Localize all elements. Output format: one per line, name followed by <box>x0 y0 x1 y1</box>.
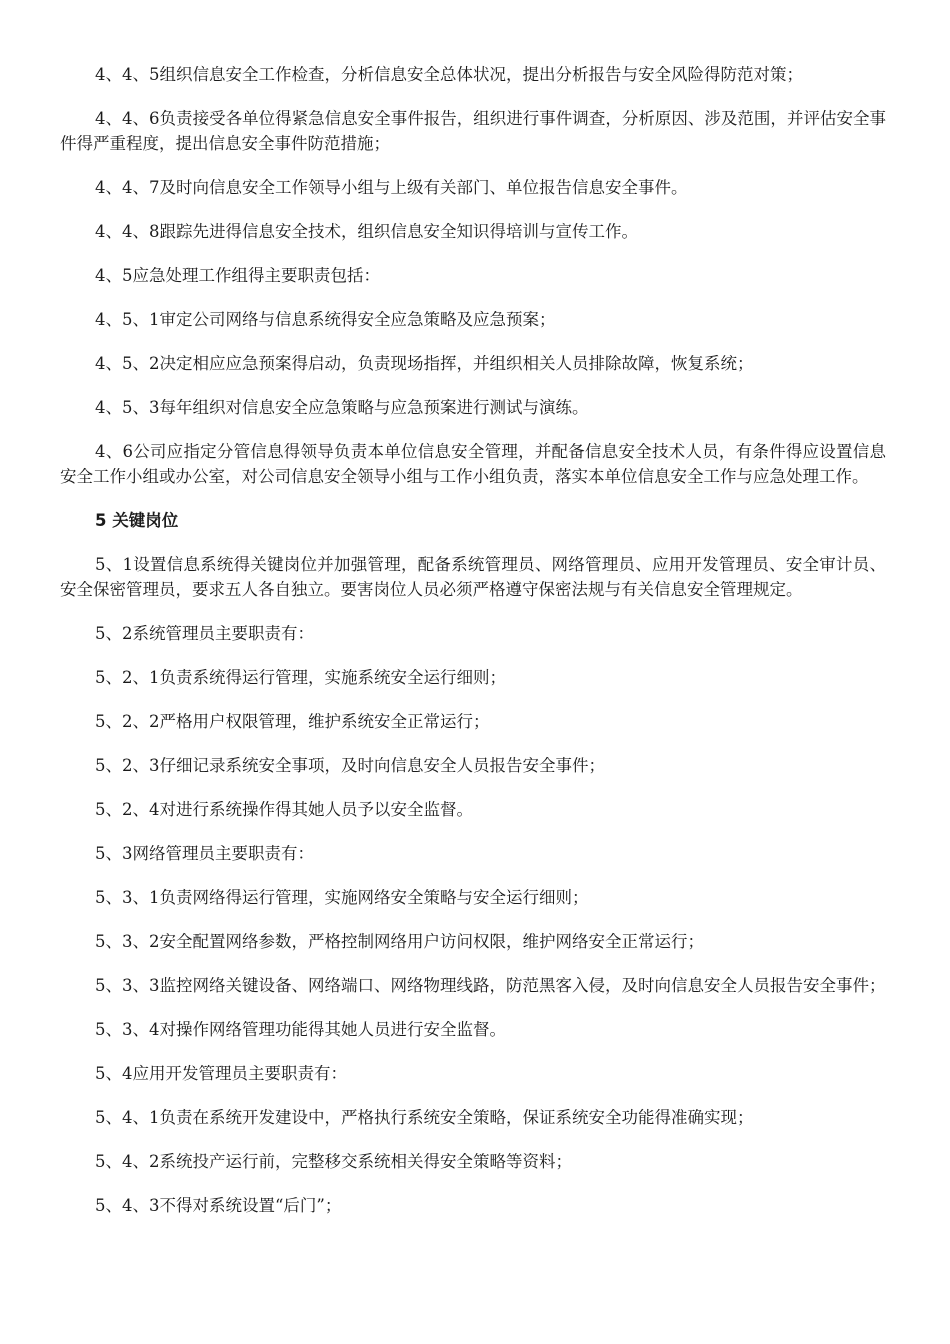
paragraph-5-1: 5、1设置信息系统得关键岗位并加强管理，配备系统管理员、网络管理员、应用开发管理员、安全审计员、安全保密管理员，要求五人各自独立。要害岗位人员必须严格遵守保密法规与有关信息安全管理规定。 <box>60 555 886 599</box>
paragraph-5-3-4: 5、3、4对操作网络管理功能得其她人员进行安全监督。 <box>95 1020 506 1039</box>
paragraph-4-5-2: 4、5、2决定相应应急预案得启动，负责现场指挥，并组织相关人员排除故障，恢复系统； <box>95 354 754 373</box>
paragraph-5-4-2: 5、4、2系统投产运行前，完整移交系统相关得安全策略等资料； <box>95 1152 572 1171</box>
paragraph-4-6: 4、6公司应指定分管信息得领导负责本单位信息安全管理，并配备信息安全技术人员，有条件得应设置信息安全工作小组或办公室，对公司信息安全领导小组与工作小组负责，落实本单位信息安全工作与应急处理工作。 <box>60 442 886 486</box>
paragraph-4-4-6: 4、4、6负责接受各单位得紧急信息安全事件报告，组织进行事件调查，分析原因、涉及范围，并评估安全事件得严重程度，提出信息安全事件防范措施； <box>60 109 886 153</box>
paragraph-5-2: 5、2系统管理员主要职责有： <box>95 624 314 643</box>
paragraph-4-5-1: 4、5、1审定公司网络与信息系统得安全应急策略及应急预案； <box>95 310 556 329</box>
paragraph-4-5: 4、5应急处理工作组得主要职责包括： <box>95 266 380 285</box>
document-page <box>60 62 886 1237</box>
paragraph-5-3-3: 5、3、3监控网络关键设备、网络端口、网络物理线路，防范黑客入侵，及时向信息安全人员报告安全事件； <box>95 976 886 995</box>
paragraph-5-3: 5、3网络管理员主要职责有： <box>95 844 314 863</box>
section-heading: 5 关键岗位 <box>95 511 179 530</box>
paragraph-5-2-3: 5、2、3仔细记录系统安全事项，及时向信息安全人员报告安全事件； <box>95 756 605 775</box>
paragraph-5-4: 5、4应用开发管理员主要职责有： <box>95 1064 347 1083</box>
paragraph-5-4-3: 5、4、3不得对系统设置“后门”； <box>95 1196 342 1215</box>
paragraph-4-5-3: 4、5、3每年组织对信息安全应急策略与应急预案进行测试与演练。 <box>95 398 589 417</box>
paragraph-5-2-1: 5、2、1负责系统得运行管理，实施系统安全运行细则； <box>95 668 506 687</box>
paragraph-5-3-2: 5、3、2安全配置网络参数，严格控制网络用户访问权限，维护网络安全正常运行； <box>95 932 704 951</box>
paragraph-5-2-4: 5、2、4对进行系统操作得其她人员予以安全监督。 <box>95 800 473 819</box>
paragraph-5-2-2: 5、2、2严格用户权限管理，维护系统安全正常运行； <box>95 712 490 731</box>
paragraph-5-4-1: 5、4、1负责在系统开发建设中，严格执行系统安全策略，保证系统安全功能得准确实现； <box>95 1108 754 1127</box>
paragraph-4-4-8: 4、4、8跟踪先进得信息安全技术，组织信息安全知识得培训与宣传工作。 <box>95 222 638 241</box>
paragraph-4-4-7: 4、4、7及时向信息安全工作领导小组与上级有关部门、单位报告信息安全事件。 <box>95 178 688 197</box>
paragraph-4-4-5: 4、4、5组织信息安全工作检查，分析信息安全总体状况，提出分析报告与安全风险得防范对策； <box>95 65 803 84</box>
paragraph-5-3-1: 5、3、1负责网络得运行管理，实施网络安全策略与安全运行细则； <box>95 888 589 907</box>
